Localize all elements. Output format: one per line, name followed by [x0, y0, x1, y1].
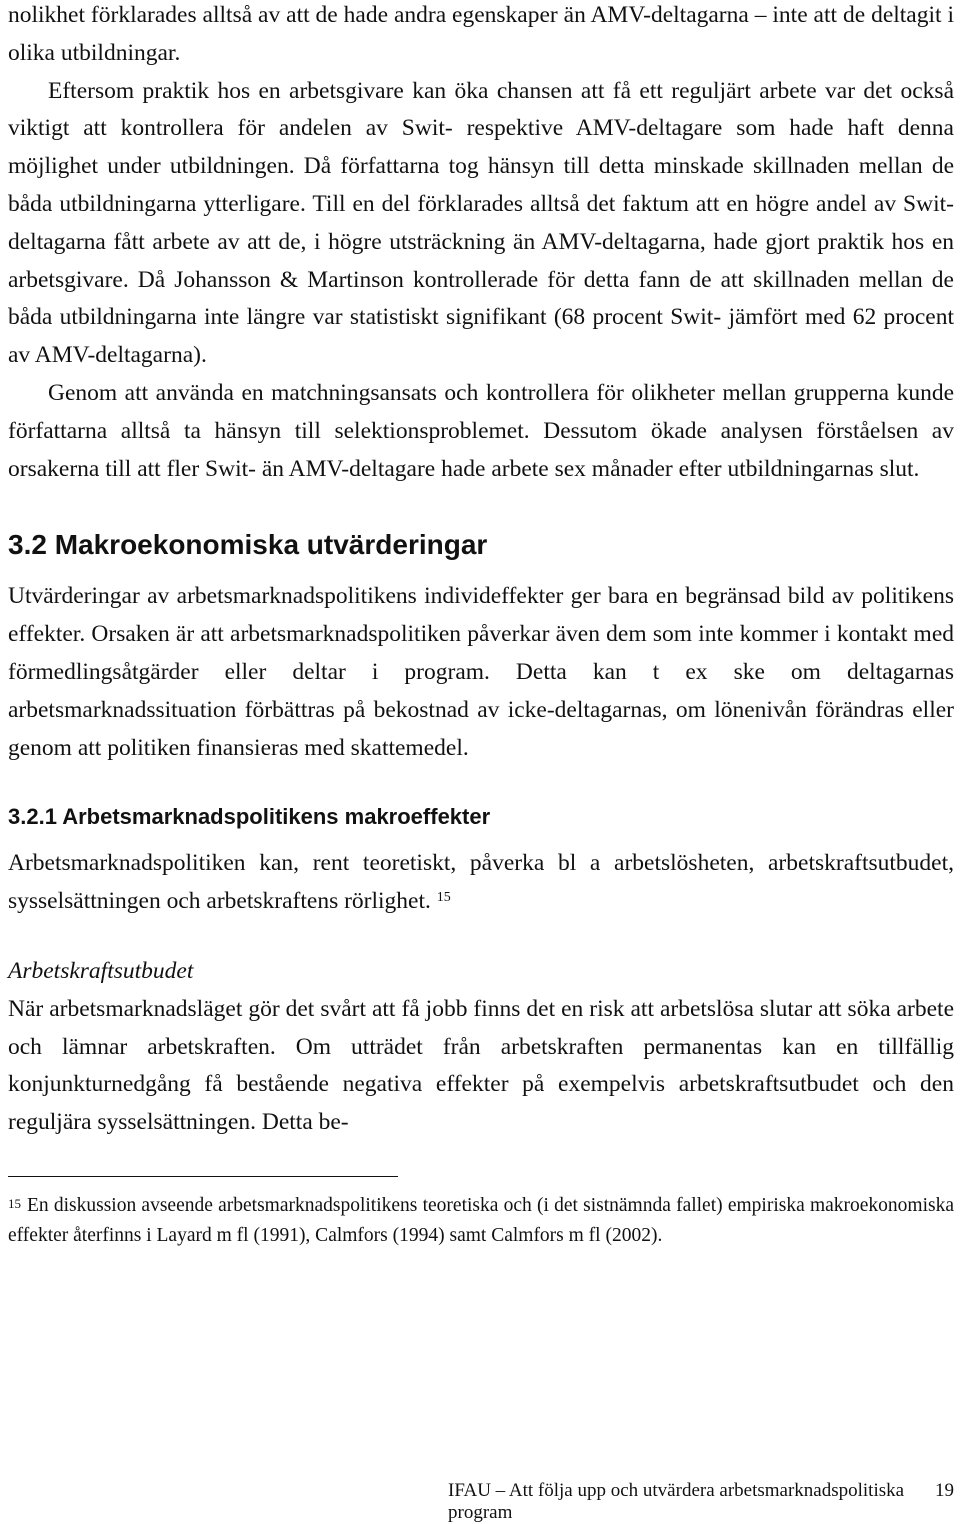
labor-supply-paragraph: När arbetsmarknadsläget gör det svårt att få jobb finns det en risk att arbetslösa slutar att söka arbete och lämnar arbetskraften. Om utträdet från arbetskraften permanentas kan en tillfällig konjunkturnedgång få bestående negativa effekter på exempelvis arbetskraftsutbudet och den reguljära sysselsättningen. Detta be- — [8, 995, 954, 1136]
section-paragraph: Utvärderingar av arbetsmarknadspolitikens individeffekter ger bara en begränsad bild av politikens effekter. Orsaken är att arbetsmarknadspolitiken påverkar även dem som inte kommer i kontakt med förmedlingsåtgärder eller deltar i program. Detta kan t ex ske om deltagarnas arbetsmarknadssituation förbättras på bekostnad av icke-deltagarnas, om lönenivån förändras eller genom att politiken finansieras med skattemedel. — [8, 583, 954, 761]
footnote-divider — [8, 1176, 398, 1177]
body-paragraph-continued: nolikhet förklarades alltså av att de hade andra egenskaper än AMV-deltagarna – inte att de deltagit i olika utbildningar. — [8, 2, 954, 66]
section-heading: 3.2 Makroekonomiska utvärderingar — [8, 529, 488, 561]
body-paragraph-practice: Eftersom praktik hos en arbetsgivare kan öka chansen att få ett reguljärt arbete var det också viktigt att kontrollera för andelen av Swit- respektive AMV-deltagare som hade haft denna möjlighet under utbildningen. Då författarna tog hänsyn till detta minskade skillnaden mellan de båda utbildningarna ytterligare. Till en del förklarades alltså det faktum att en högre andel av Swit-deltagarna fått arbete av att de, i högre utsträckning än AMV-deltagarna, hade gjort praktik hos en arbetsgivare. Då Johansson & Martinson kontrollerade för detta fann de att skillnaden mellan de båda utbildningarna inte längre var statistiskt signifikant (68 procent Swit- jämfört med 62 procent av AMV-deltagarna). — [8, 77, 954, 369]
subsection-heading: 3.2.1 Arbetsmarknadspolitikens makroeffekter — [8, 804, 491, 830]
page-number: 19 — [935, 1480, 954, 1501]
footer-title: IFAU – Att följa upp och utvärdera arbetsmarknadspolitiska program — [448, 1480, 905, 1523]
italic-subheading: Arbetskraftsutbudet — [8, 957, 194, 984]
body-paragraph-matching: Genom att använda en matchningsansats och kontrollera för olikheter mellan grupperna kunde författarna alltså ta hänsyn till selektionsproblemet. Dessutom ökade analysen förståelsen av orsakerna till att fler Swit- än AMV-deltagare hade arbete sex månader efter utbildningarnas slut. — [8, 379, 954, 482]
footnote — [8, 1191, 954, 1251]
subsection-paragraph — [8, 845, 954, 921]
footnote-reference[interactable]: 15 — [436, 890, 451, 906]
footnote-text: En diskussion avseende arbetsmarknadspolitikens teoretiska och (i det sistnämnda fallet) empiriska makroekonomiska effekter återfinns i Layard m fl (1991), Calmfors (1994) samt Calmfors m fl (2002). — [8, 1194, 954, 1246]
subsection-paragraph-text: Arbetsmarknadspolitiken kan, rent teoretiskt, påverka bl a arbetslösheten, arbetskraftsutbudet, sysselsättningen och arbetskraftens rörlighet. — [8, 850, 954, 915]
document-page — [8, 0, 954, 1251]
footnote-number: 15 — [8, 1195, 21, 1211]
